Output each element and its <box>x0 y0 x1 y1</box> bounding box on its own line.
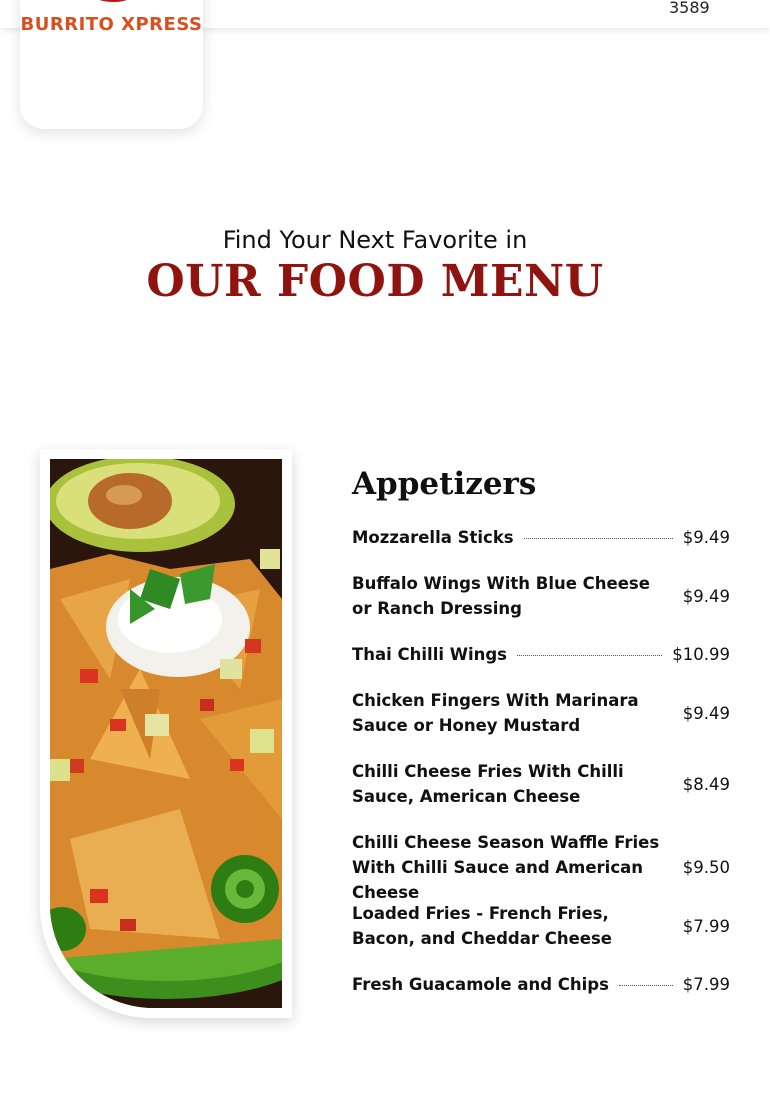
food-photo-frame <box>40 449 292 1018</box>
section-title-appetizers: Appetizers <box>352 466 537 502</box>
menu-item-name: Loaded Fries - French Fries, Bacon, and Cheddar Cheese <box>352 904 612 948</box>
menu-item <box>352 830 730 905</box>
menu-item <box>352 571 730 621</box>
menu-item-name: Chilli Cheese Fries With Chilli Sauce, American Cheese <box>352 762 624 806</box>
menu-item <box>352 972 730 997</box>
logo-card[interactable] <box>20 0 203 129</box>
menu-item <box>352 525 730 550</box>
menu-subtitle: Find Your Next Favorite in <box>222 226 528 254</box>
menu-item <box>352 688 730 738</box>
menu-item-price: $10.99 <box>672 645 730 664</box>
menu-item <box>352 901 730 951</box>
menu-item-name: Chicken Fingers With Marinara Sauce or Honey Mustard <box>352 691 639 735</box>
menu-item-name: Fresh Guacamole and Chips <box>352 975 609 994</box>
menu-item-name: Mozzarella Sticks <box>352 528 514 547</box>
menu-item-price: $8.49 <box>682 774 730 794</box>
dotted-leader <box>517 655 662 656</box>
menu-item-name: Buffalo Wings With Blue Cheese or Ranch Dressing <box>352 574 650 618</box>
logo-wordmark: BURRITO XPRESS <box>20 14 203 35</box>
menu-item <box>352 759 730 809</box>
menu-title: OUR FOOD MENU <box>146 256 604 307</box>
menu-item-price: $9.50 <box>682 858 730 877</box>
dotted-leader <box>524 538 673 539</box>
menu-item <box>352 642 730 667</box>
menu-item-name: Thai Chilli Wings <box>352 645 507 664</box>
menu-item-price: $7.99 <box>682 916 730 936</box>
nachos-photo <box>50 459 282 1008</box>
menu-item-price: $9.49 <box>682 703 730 723</box>
phone-number[interactable]: 3589 <box>669 0 710 17</box>
logo-swoosh-icon <box>78 0 148 8</box>
menu-item-name: Chilli Cheese Season Waffle Fries With Chilli Sauce and American Cheese <box>352 833 660 902</box>
menu-item-price: $9.49 <box>682 586 730 606</box>
menu-item-price: $9.49 <box>682 528 730 547</box>
dotted-leader <box>619 985 673 986</box>
menu-item-price: $7.99 <box>682 975 730 994</box>
